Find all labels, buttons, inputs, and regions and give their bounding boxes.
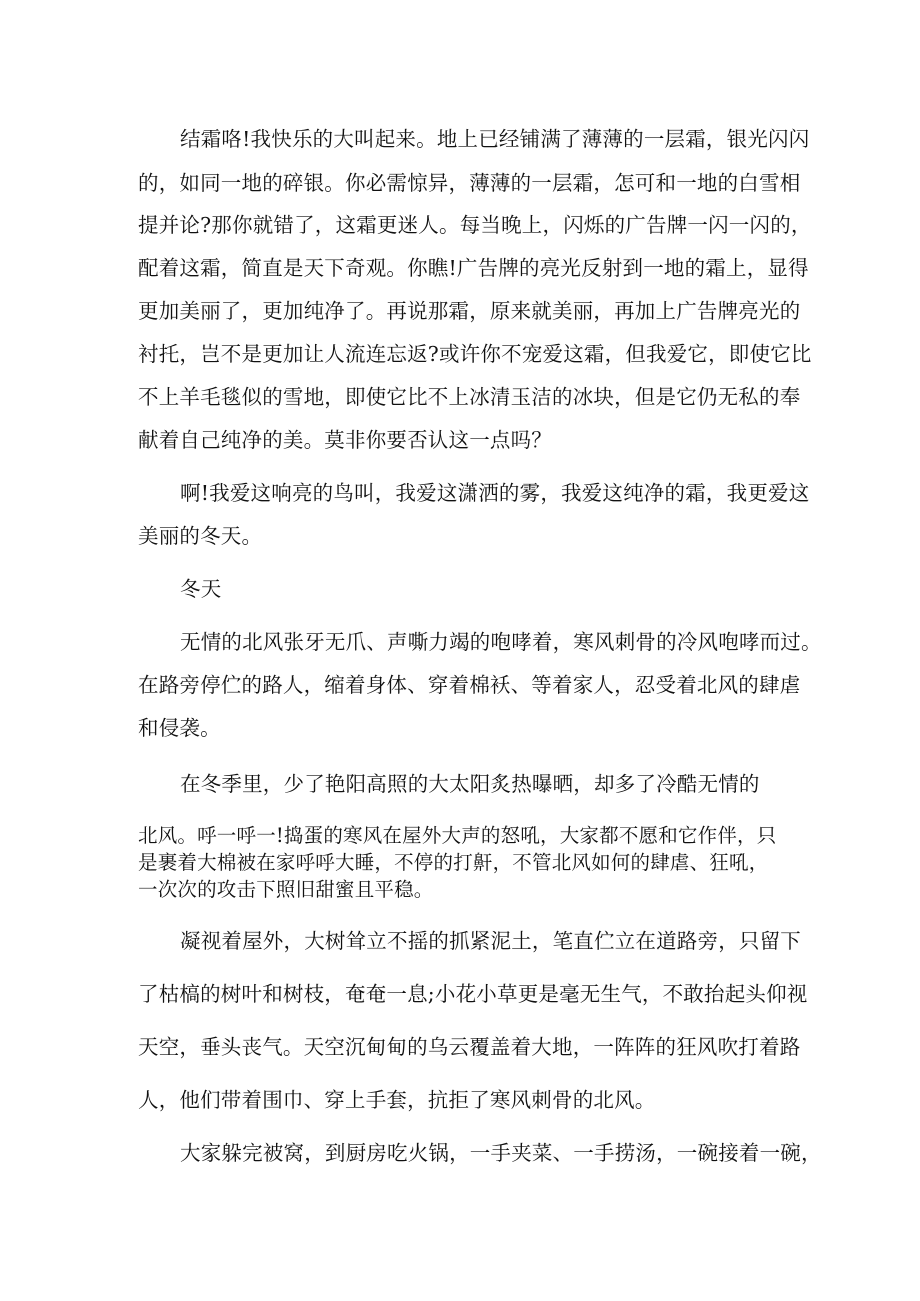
text-line: 大家躲完被窝，到厨房吃火锅，一手夹菜、一手捞汤，一碗接着一碗， (180, 1141, 822, 1165)
text-line: 北风。呼一呼一!捣蛋的寒风在屋外大声的怒吼，大家都不愿和它作伴，只 (138, 824, 777, 847)
text-line: 了枯槁的树叶和树枝，奄奄一息;小花小草更是毫无生气，不敢抬起头仰视 (138, 982, 808, 1006)
text-line: 配着这霜，简直是天下奇观。你瞧!广告牌的亮光反射到一地的霜上，显得 (138, 256, 809, 280)
text-line: 和侵袭。 (138, 716, 221, 740)
section-title: 冬天 (180, 577, 222, 601)
text-line: 的，如同一地的碎银。你必需惊异，薄薄的一层霜，怎可和一地的白雪相 (138, 171, 801, 195)
text-line: 美丽的冬天。 (138, 524, 263, 548)
text-line: 在冬季里，少了艳阳高照的大太阳炙热曝晒，却多了冷酷无情的 (180, 772, 760, 796)
text-line: 啊!我爱这响亮的鸟叫，我爱这潇洒的雾，我爱这纯净的霜，我更爱这 (180, 481, 810, 505)
text-line: 献着自己纯净的美。莫非你要否认这一点吗？ (138, 428, 552, 452)
text-line: 无情的北风张牙无爪、声嘶力竭的咆哮着，寒风刺骨的冷风咆哮而过。 (180, 630, 822, 654)
text-line: 人，他们带着围巾、穿上手套，抗拒了寒风刺骨的北风。 (138, 1088, 656, 1112)
text-line: 结霜咯!我快乐的大叫起来。地上已经铺满了薄薄的一层霜，银光闪闪 (180, 127, 810, 151)
text-line: 天空，垂头丧气。天空沉甸甸的乌云覆盖着大地，一阵阵的狂风吹打着路 (138, 1035, 801, 1059)
text-line: 衬托，岂不是更加让人流连忘返?或许你不宠爱这霜，但我爱它，即使它比 (138, 342, 812, 366)
text-line: 更加美丽了，更加纯净了。再说那霜，原来就美丽，再加上广告牌亮光的 (138, 299, 801, 323)
text-line: 一次次的攻击下照旧甜蜜且平稳。 (138, 878, 434, 901)
text-line: 是裹着大棉被在家呼呼大睡，不停的打鼾，不管北风如何的肆虐、狂吼， (138, 851, 769, 874)
text-line: 在路旁停伫的路人，缩着身体、穿着棉袄、等着家人，忍受着北风的肆虐 (138, 673, 801, 697)
text-line: 不上羊毛毯似的雪地，即使它比不上冰清玉洁的冰块，但是它仍无私的奉 (138, 385, 801, 409)
text-line: 凝视着屋外，大树耸立不摇的抓紧泥土，笔直伫立在道路旁，只留下 (180, 929, 801, 953)
text-line: 提并论?那你就错了，这霜更迷人。每当晚上，闪烁的广告牌一闪一闪的， (138, 213, 812, 237)
